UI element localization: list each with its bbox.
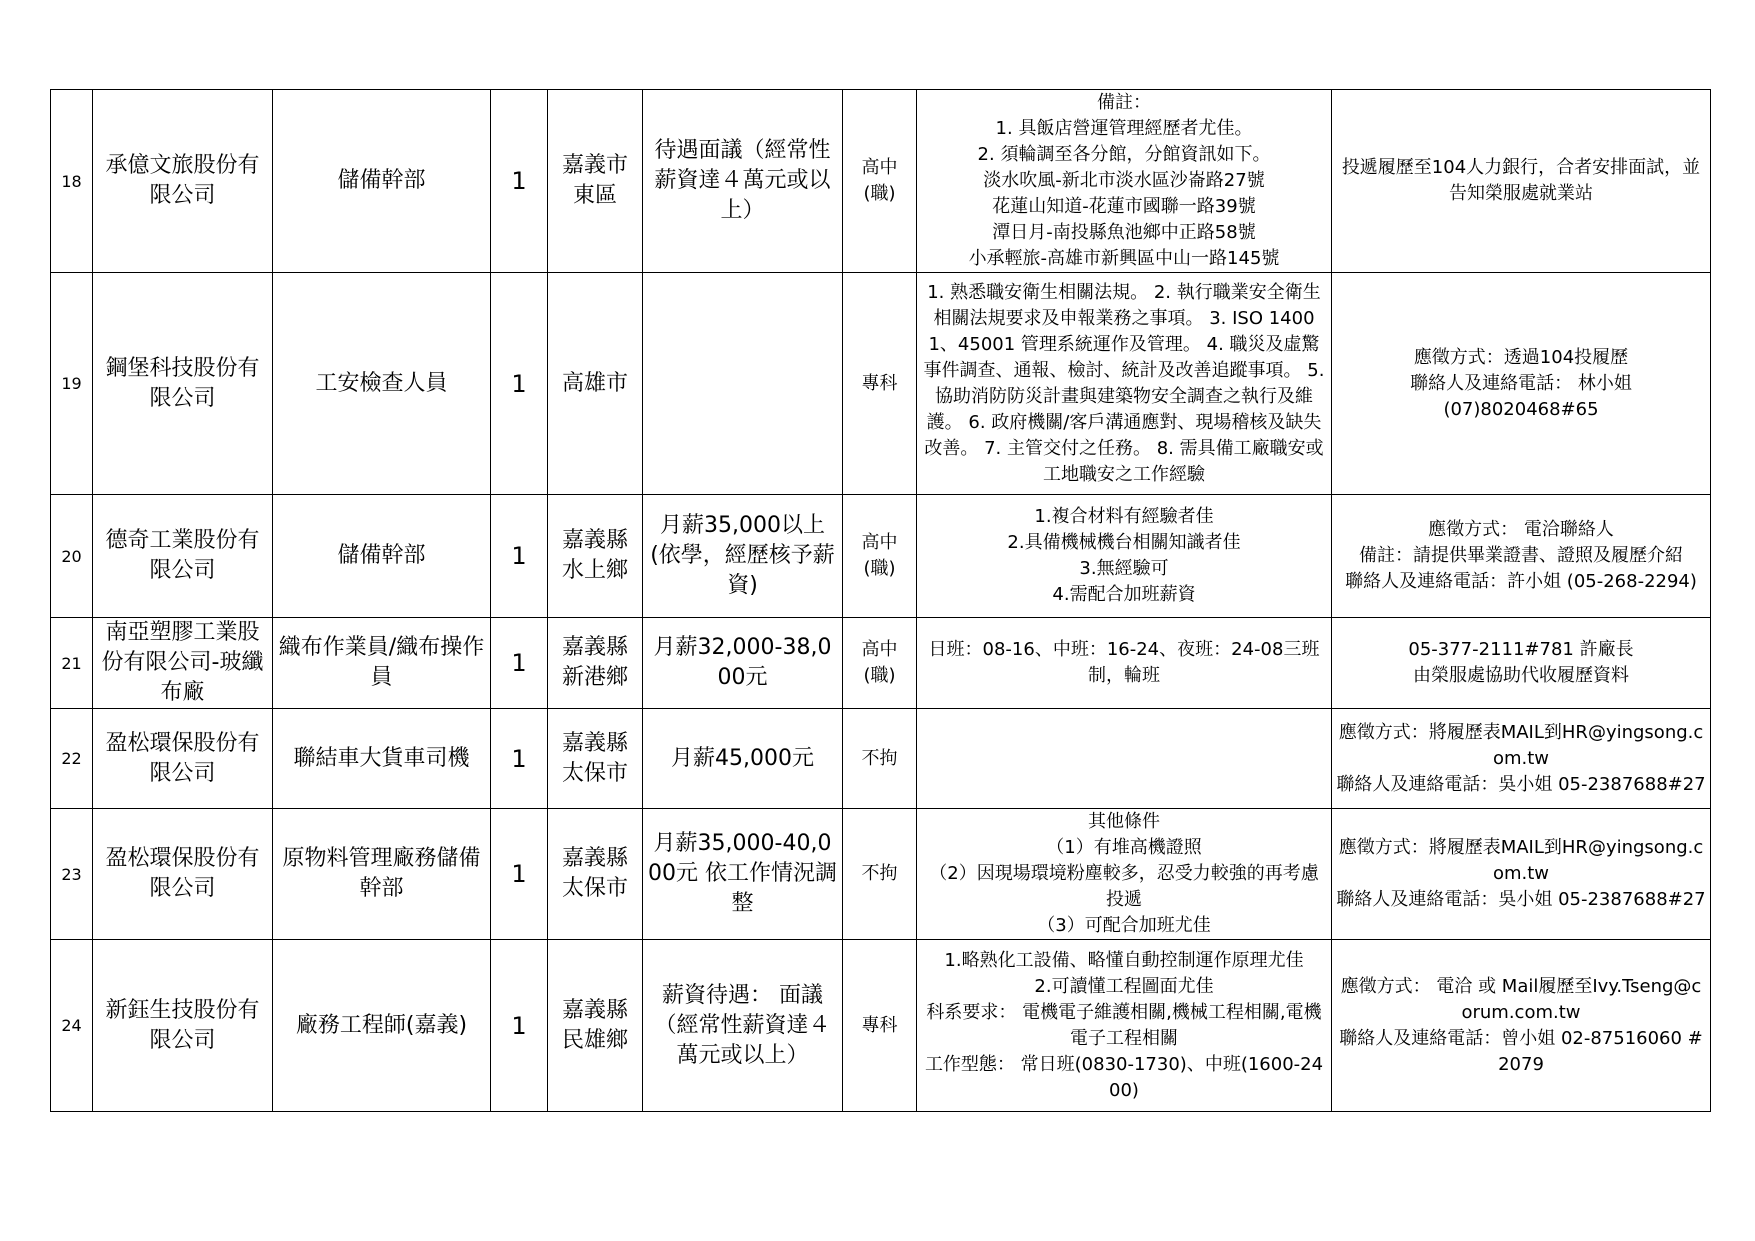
application-contact <box>1332 940 1711 1112</box>
requirement-line: 2. 須輪調至各分館，分館資訊如下。 <box>977 144 1271 165</box>
job-title: 織布作業員/織布操作員 <box>273 618 491 709</box>
requirement-line: 1. 熟悉職安衛生相關法規。 2. 執行職業安全衛生相關法規要求及申報業務之事項。 3. ISO 14001、45001 管理系統運作及管理。 4. 職災及虛驚事件調查、通報、檢討、統計及改善追蹤事項。 5. 協助消防防災計畫與建築物安全調查之執行及維護。 6. 政府機關/客戶溝通應對、現場稽核及缺失改善。 7. 主管交付之任務。 8. 需具備工廠職安或工地職安之工作經驗 <box>923 281 1325 485</box>
education-requirement: 高中(職) <box>843 618 917 709</box>
work-location: 嘉義縣新港鄉 <box>548 618 643 709</box>
openings-count: 1 <box>491 495 548 618</box>
job-requirements <box>917 273 1332 495</box>
application-contact <box>1332 809 1711 940</box>
contact-line: 應徵方式：將履歷表MAIL到HR@yingsong.com.tw <box>1338 721 1704 769</box>
job-title: 聯結車大貨車司機 <box>273 709 491 809</box>
requirement-line: 1.略熟化工設備、略懂自動控制運作原理尤佳 <box>944 949 1304 971</box>
requirement-line: （3）可配合加班尤佳 <box>1037 915 1211 936</box>
requirement-line: 1. 具飯店營運管理經歷者尤佳。 <box>995 118 1253 139</box>
requirement-line: 1.複合材料有經驗者佳 <box>1034 506 1214 527</box>
education-requirement: 高中(職) <box>843 495 917 618</box>
table-row <box>51 809 1711 940</box>
contact-line: 應徵方式：將履歷表MAIL到HR@yingsong.com.tw <box>1338 837 1704 884</box>
work-location: 嘉義縣民雄鄉 <box>548 940 643 1112</box>
salary: 月薪45,000元 <box>643 709 843 809</box>
openings-count: 1 <box>491 618 548 709</box>
salary: 月薪35,000-40,000元 依工作情況調整 <box>643 809 843 940</box>
table-row <box>51 709 1711 809</box>
work-location: 嘉義縣太保市 <box>548 809 643 940</box>
requirement-line: 小承輕旅-高雄市新興區中山一路145號 <box>968 248 1280 269</box>
salary: 月薪32,000-38,000元 <box>643 618 843 709</box>
job-requirements <box>917 90 1332 273</box>
job-requirements <box>917 618 1332 709</box>
requirement-line: 花蓮山知道-花蓮市國聯一路39號 <box>992 196 1256 217</box>
job-title: 原物料管理廠務儲備幹部 <box>273 809 491 940</box>
application-contact <box>1332 90 1711 273</box>
contact-line: 應徵方式：透過104投履歷 <box>1413 346 1629 368</box>
company-name: 新鈺生技股份有限公司 <box>93 940 273 1112</box>
contact-line: 聯絡人及連絡電話：許小姐 (05-268-2294) <box>1345 571 1697 592</box>
openings-count: 1 <box>491 940 548 1112</box>
education-requirement: 不拘 <box>843 709 917 809</box>
table-row <box>51 495 1711 618</box>
table-row <box>51 90 1711 273</box>
openings-count: 1 <box>491 90 548 273</box>
application-contact <box>1332 618 1711 709</box>
requirement-line: 潭日月-南投縣魚池鄉中正路58號 <box>992 222 1256 243</box>
contact-line: (07)8020468#65 <box>1443 398 1599 420</box>
job-requirements <box>917 709 1332 809</box>
application-contact <box>1332 495 1711 618</box>
salary: 薪資待遇： 面議（經常性薪資達４萬元或以上） <box>643 940 843 1112</box>
openings-count: 1 <box>491 273 548 495</box>
row-number: 23 <box>51 809 93 940</box>
company-name: 鋼堡科技股份有限公司 <box>93 273 273 495</box>
requirement-line: 淡水吹風-新北市淡水區沙崙路27號 <box>983 170 1265 191</box>
contact-line: 應徵方式： 電洽 或 Mail履歷至Ivy.Tseng@corum.com.tw <box>1340 975 1702 1023</box>
contact-line: 應徵方式： 電洽聯絡人 <box>1428 519 1614 540</box>
requirement-line: 2.可讀懂工程圖面尤佳 <box>1034 975 1214 997</box>
work-location: 嘉義縣水上鄉 <box>548 495 643 618</box>
requirement-line: 3.無經驗可 <box>1079 558 1169 579</box>
contact-line: 聯絡人及連絡電話：吳小姐 05-2387688#27 <box>1336 773 1706 795</box>
company-name: 盈松環保股份有限公司 <box>93 809 273 940</box>
contact-line: 備註：請提供畢業證書、證照及履歷介紹 <box>1359 545 1683 566</box>
row-number: 19 <box>51 273 93 495</box>
education-requirement: 不拘 <box>843 809 917 940</box>
requirement-line: 其他條件 <box>1088 811 1160 832</box>
requirement-line: 4.需配合加班薪資 <box>1052 584 1196 605</box>
requirement-line: 日班：08-16、中班：16-24、夜班：24-08三班制，輪班 <box>928 639 1320 686</box>
table-row <box>51 618 1711 709</box>
requirement-line: 工作型態： 常日班(0830-1730)、中班(1600-2400) <box>924 1053 1324 1101</box>
company-name: 承億文旅股份有限公司 <box>93 90 273 273</box>
contact-line: 05-377-2111#781 許廠長 <box>1408 639 1634 660</box>
job-requirements <box>917 495 1332 618</box>
job-title: 工安檢查人員 <box>273 273 491 495</box>
contact-line: 聯絡人及連絡電話：吳小姐 05-2387688#27 <box>1336 889 1706 910</box>
company-name: 德奇工業股份有限公司 <box>93 495 273 618</box>
salary <box>643 273 843 495</box>
application-contact <box>1332 709 1711 809</box>
openings-count: 1 <box>491 709 548 809</box>
work-location: 嘉義市東區 <box>548 90 643 273</box>
education-requirement: 專科 <box>843 273 917 495</box>
education-requirement: 專科 <box>843 940 917 1112</box>
row-number: 24 <box>51 940 93 1112</box>
requirement-line: 備註： <box>1097 92 1151 113</box>
row-number: 18 <box>51 90 93 273</box>
requirement-line: （1）有堆高機證照 <box>1046 837 1202 858</box>
requirement-line: 科系要求： 電機電子維護相關,機械工程相關,電機電子工程相關 <box>926 1001 1322 1049</box>
contact-line: 聯絡人及連絡電話：曾小姐 02-87516060 #2079 <box>1339 1027 1703 1075</box>
row-number: 22 <box>51 709 93 809</box>
company-name: 南亞塑膠工業股份有限公司-玻纖布廠 <box>93 618 273 709</box>
contact-line: 由榮服處協助代收履歷資料 <box>1413 665 1629 686</box>
job-title: 廠務工程師(嘉義) <box>273 940 491 1112</box>
table-row <box>51 940 1711 1112</box>
job-title: 儲備幹部 <box>273 90 491 273</box>
contact-line: 聯絡人及連絡電話： 林小姐 <box>1410 372 1632 394</box>
job-listings-table <box>50 89 1711 1112</box>
table-row <box>51 273 1711 495</box>
row-number: 20 <box>51 495 93 618</box>
salary: 月薪35,000以上(依學，經歷核予薪資) <box>643 495 843 618</box>
contact-line: 投遞履歷至104人力銀行，合者安排面試，並告知榮服處就業站 <box>1341 157 1701 204</box>
job-requirements <box>917 940 1332 1112</box>
company-name: 盈松環保股份有限公司 <box>93 709 273 809</box>
salary: 待遇面議（經常性薪資達４萬元或以上） <box>643 90 843 273</box>
requirement-line: 2.具備機械機台相關知識者佳 <box>1007 532 1241 553</box>
requirement-line: （2）因現場環境粉塵較多，忍受力較強的再考慮投遞 <box>929 863 1319 910</box>
work-location: 高雄市 <box>548 273 643 495</box>
openings-count: 1 <box>491 809 548 940</box>
education-requirement: 高中(職) <box>843 90 917 273</box>
job-requirements <box>917 809 1332 940</box>
job-rows <box>51 90 1711 1112</box>
work-location: 嘉義縣太保市 <box>548 709 643 809</box>
application-contact <box>1332 273 1711 495</box>
row-number: 21 <box>51 618 93 709</box>
job-title: 儲備幹部 <box>273 495 491 618</box>
